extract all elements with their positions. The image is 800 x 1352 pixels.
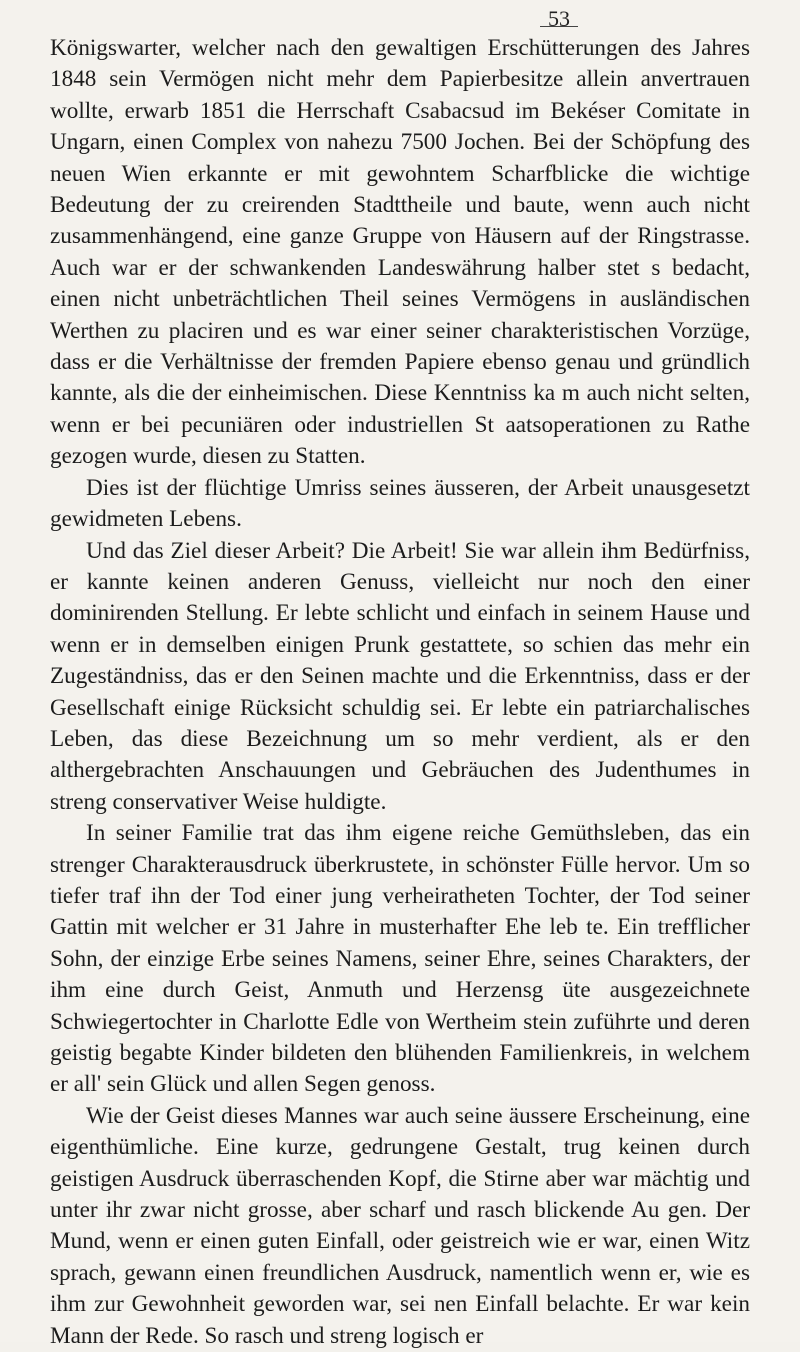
paragraph-2: Dies ist der flüchtige Umriss seines äusseren, der Arbeit unausgesetzt gewidmeten Lebens. (50, 474, 750, 533)
paragraph-4: In seiner Familie trat das ihm eigene reiche Gemüthsleben, das ein strenger Charakterausdruck überkrustete, in schönster Fülle hervor. Um so tiefer traf ihn der Tod einer jung verheiratheten Tochter, der Tod seiner Gattin mit welcher er 31 Jahre in musterhafter Ehe leb te. Ein trefflicher Sohn, der einzige Erbe seines Namens, seiner Ehre, seines Charakters, der ihm eine durch Geist, Anmuth und Herzensg üte ausgezeichnete Schwiegertochter in Charlotte Edle von Wertheim stein zuführte und deren geistig begabte Kinder bildeten den blühenden Familienkreis, in welchem er all' sein Glück und allen Segen genoss. (50, 820, 750, 1098)
body-text (50, 33, 750, 1352)
paragraph-3: Und das Ziel dieser Arbeit? Die Arbeit! Sie war allein ihm Bedürfniss, er kannte keinen anderen Genuss, vielleicht nur noch den einer dominirenden Stellung. Er lebte schlicht und einfach in seinem Hause und wenn er in demselben einigen Prunk gestattete, so schien das mehr ein Zugeständniss, das er den Seinen machte und die Erkenntniss, dass er der Gesellschaft einige Rücksicht schuldig sei. Er lebte ein patriarchalisches Leben, das diese Bezeichnung um so mehr verdient, als er den althergebrachten Anschauungen und Gebräuchen des Judenthumes in streng conservativer Weise huldigte. (50, 537, 750, 815)
page-number: 53 (548, 6, 570, 31)
paragraph-5: Wie der Geist dieses Mannes war auch seine äussere Erscheinung, eine eigenthümliche. Eine kurze, gedrungene Gestalt, trug keinen durch geistigen Ausdruck überraschenden Kopf, die Stirne aber war mächtig und unter ihr zwar nicht grosse, aber scharf und rasch blickende Au gen. Der Mund, wenn er einen guten Einfall, oder geistreich wie er war, einen Witz sprach, gewann einen freundlichen Ausdruck, namentlich wenn er, wie es ihm zur Gewohnheit geworden war, sei nen Einfall belachte. Er war kein Mann der Rede. So rasch und streng logisch er (50, 1102, 750, 1349)
paragraph-1: Königswarter, welcher nach den gewaltigen Erschütterungen des Jahres 1848 sein Vermögen nicht mehr dem Papierbesitze allein anvertrauen wollte, erwarb 1851 die Herrschaft Csabacsud im Bekéser Comitate in Ungarn, einen Complex von nahezu 7500 Jochen. Bei der Schöpfung des neuen Wien erkannte er mit gewohntem Scharfblicke die wichtige Bedeutung der zu creirenden Stadttheile und baute, wenn auch nicht zusammenhängend, eine ganze Gruppe von Häusern auf der Ringstrasse. Auch war er der schwankenden Landeswährung halber stet s bedacht, einen nicht unbeträchtlichen Theil seines Vermögens in ausländischen Werthen zu placiren und es war einer seiner charakteristischen Vorzüge, dass er die Verhältnisse der fremden Papiere ebenso genau und gründlich kannte, als die der einheimischen. Diese Kenntniss ka m auch nicht selten, wenn er bei pecuniären oder industriellen St aatsoperationen zu Rathe gezogen wurde, diesen zu Statten. (50, 35, 750, 470)
